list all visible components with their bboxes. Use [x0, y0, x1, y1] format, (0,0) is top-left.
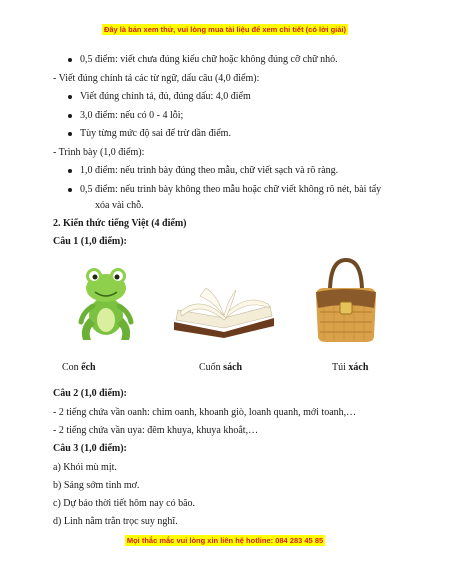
hotline-notice: Mọi thắc mắc vui lòng xin liên hệ hotline: 084 283 45 85: [126, 536, 324, 545]
bullet-continuation: xóa vài chỗ.: [95, 200, 144, 211]
preview-notice: Đây là bản xem thử, vui lòng mua tài liệu để xem chi tiết (có lời giải): [103, 25, 347, 34]
bullet-item: 1,0 điểm: nếu trình bày đúng theo mẫu, chữ viết sạch và rõ ràng.: [80, 165, 339, 176]
bullet-item: 3,0 điểm: nếu có 0 - 4 lỗi;: [80, 110, 184, 121]
frog-image: [75, 266, 137, 344]
bullet-item: 0,5 điểm: viết chưa đúng kiểu chữ hoặc không đúng cỡ chữ nhỏ.: [80, 54, 338, 65]
handbag-image: [308, 256, 384, 346]
question-heading: Câu 1 (1,0 điểm):: [53, 236, 127, 247]
answer-line: c) Dự báo thời tiết hôm nay có bão.: [53, 498, 196, 509]
section-heading: 2. Kiến thức tiếng Việt (4 điểm): [53, 218, 187, 229]
frog-caption: Con ếch: [62, 362, 96, 373]
answer-line: d) Linh nằm trằn trọc suy nghĩ.: [53, 516, 178, 527]
book-caption: Cuốn sách: [199, 362, 243, 373]
question-heading: Câu 3 (1,0 điểm):: [53, 443, 127, 454]
criteria-heading: - Trình bày (1,0 điểm):: [53, 147, 145, 158]
answer-line: a) Khói mù mịt.: [53, 462, 117, 473]
question-heading: Câu 2 (1,0 điểm):: [53, 388, 127, 399]
bullet-item: Tùy từng mức độ sai để trừ dần điểm.: [80, 128, 231, 139]
book-image: [170, 282, 278, 338]
bag-caption: Túi xách: [332, 362, 369, 373]
answer-line: b) Sáng sớm tinh mơ.: [53, 480, 140, 491]
bullet-item: Viết đúng chính tả, đủ, đúng dấu: 4,0 điểm: [80, 91, 251, 102]
answer-line: - 2 tiếng chứa vần oanh: chim oanh, khoanh giò, loanh quanh, mới toanh,…: [53, 407, 357, 418]
criteria-heading: - Viết đúng chính tả các từ ngữ, dấu câu (4,0 điểm):: [53, 73, 260, 84]
bullet-item: 0,5 điểm: nếu trình bày không theo mẫu hoặc chữ viết không rõ nét, bài tẩy: [80, 184, 382, 195]
answer-line: - 2 tiếng chứa vần uya: đêm khuya, khuya khoắt,…: [53, 425, 259, 436]
